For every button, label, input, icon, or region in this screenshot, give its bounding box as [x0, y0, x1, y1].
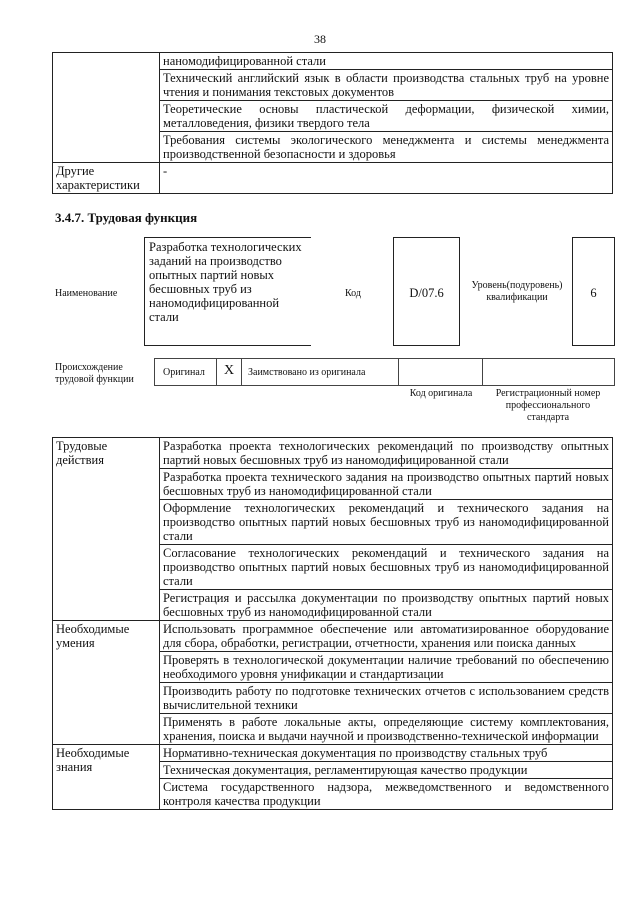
divider: [398, 358, 399, 386]
table-cell: Теоретические основы пластической деформации, физической химии, металловедения, физики твердого тела: [160, 101, 613, 132]
table-cell: Требования системы экологического менеджмента и системы менеджмента производственной безопасности и здоровья: [160, 132, 613, 163]
table-cell: Разработка проекта технического задания на производство опытных партий новых бесшовных труб из наномодифицированной стали: [160, 469, 613, 500]
original-option: Оригинал: [163, 367, 205, 378]
table-row: [53, 438, 613, 469]
table-cell: Система государственного надзора, межведомственного и ведомственного контроля качества продукции: [160, 779, 613, 810]
divider: [482, 358, 483, 386]
level-label: Уровень(подуровень) квалификации: [471, 280, 563, 303]
table-cell: Оформление технологических рекомендаций и технического задания на производство опытных партий новых бесшовных труб из наномодифицированной стали: [160, 500, 613, 545]
name-label: Наименование: [55, 288, 118, 299]
table-cell-empty: [53, 53, 160, 163]
table-cell: Производить работу по подготовке технических отчетов с использованием средств вычислительной техники: [160, 683, 613, 714]
table-row: [53, 53, 613, 70]
skills-label: Необходимые умения: [53, 621, 160, 745]
name-value: Разработка технологических заданий на производство опытных партий новых бесшовных труб из наномодифицированной стали: [144, 237, 311, 346]
original-code-caption: Код оригинала: [409, 388, 473, 399]
code-value: D/07.6: [393, 237, 460, 346]
level-value: 6: [572, 237, 615, 346]
table-cell: Техническая документация, регламентирующая качество продукции: [160, 762, 613, 779]
divider: [216, 358, 217, 386]
page-number: 38: [314, 32, 326, 46]
labor-actions-label: Трудовые действия: [53, 438, 160, 621]
table-cell: наномодифицированной стали: [160, 53, 613, 70]
table-cell: Технический английский язык в области производства стальных труб на уровне чтения и понимания текстовых документов: [160, 70, 613, 101]
table-row: [53, 163, 613, 194]
table-cell: Нормативно-техническая документация по производству стальных труб: [160, 745, 613, 762]
borrowed-option: Заимствовано из оригинала: [248, 367, 366, 378]
labor-function-table: [52, 437, 613, 810]
table-cell: Применять в работе локальные акты, определяющие систему комплектования, хранения, поиска и выдачи научной и производственно-технической информации: [160, 714, 613, 745]
other-characteristics-value: -: [160, 163, 613, 194]
knowledge-label: Необходимые знания: [53, 745, 160, 810]
original-mark: X: [224, 363, 235, 378]
divider: [241, 358, 242, 386]
origin-label: Происхождение трудовой функции: [55, 362, 134, 385]
table-row: [53, 745, 613, 762]
code-label: Код: [345, 288, 361, 299]
table-cell: Согласование технологических рекомендаций и технического задания на производство опытных партий новых бесшовных труб из наномодифицированной стали: [160, 545, 613, 590]
other-characteristics-label: Другие характеристики: [53, 163, 160, 194]
top-table: [52, 52, 613, 194]
table-cell: Проверять в технологической документации наличие требований по обеспечению необходимого уровня унификации и стандартизации: [160, 652, 613, 683]
table-cell: Использовать программное обеспечение или автоматизированное оборудование для сбора, обработки, регистрации, отчетности, хранения или поиска данных: [160, 621, 613, 652]
registration-caption: Регистрационный номер профессионального стандарта: [495, 388, 601, 423]
table-cell: Разработка проекта технологических рекомендаций по производству опытных партий новых бесшовных труб из наномодифицированной стали: [160, 438, 613, 469]
table-row: [53, 621, 613, 652]
section-title: 3.4.7. Трудовая функция: [55, 210, 198, 225]
table-cell: Регистрация и рассылка документации по производству опытных партий новых бесшовных труб из наномодифицированной стали: [160, 590, 613, 621]
